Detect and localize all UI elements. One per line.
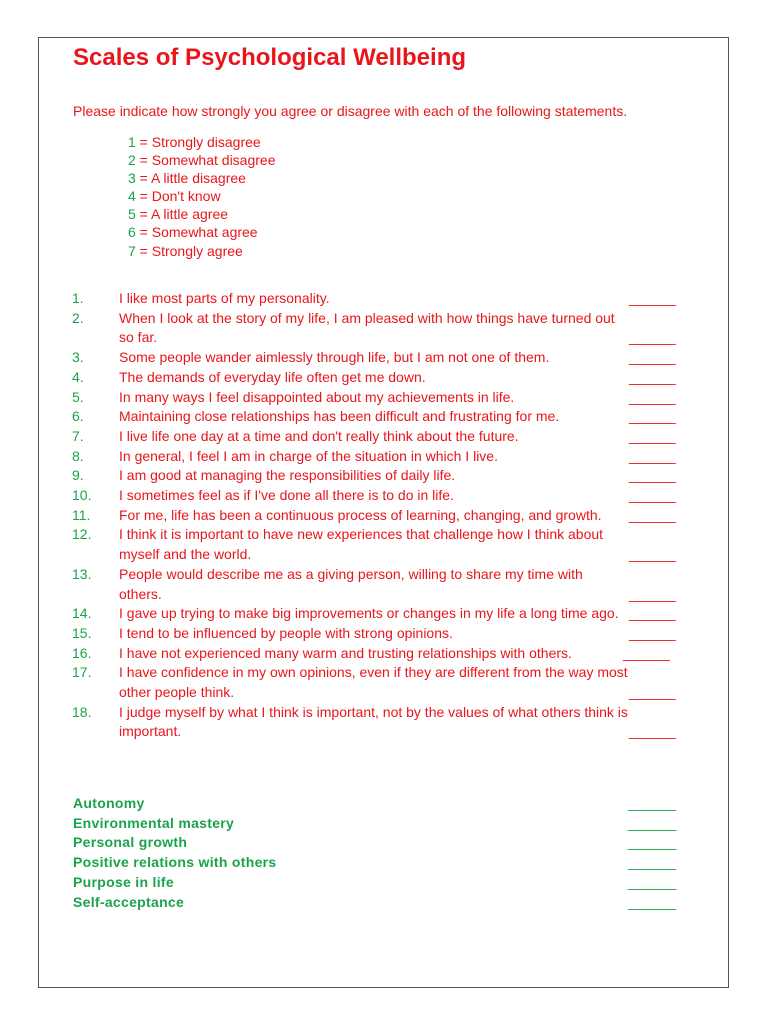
answer-blank[interactable]: ______: [629, 388, 676, 405]
statement-text: The demands of everyday life often get me down.: [119, 368, 426, 385]
statement-item: [72, 644, 692, 664]
scale-item: 2 = Somewhat disagree: [128, 152, 276, 169]
statement-item: [72, 506, 692, 526]
statement-item: [72, 289, 692, 309]
statement-item: [72, 348, 692, 368]
page-title: Scales of Psychological Wellbeing: [73, 44, 467, 71]
statement-item: [72, 368, 692, 388]
score-blank[interactable]: ______: [628, 814, 677, 831]
statement-item: [72, 407, 692, 427]
statement-number: 6.: [72, 408, 84, 425]
statement-item: [72, 486, 692, 506]
statement-text: For me, life has been a continuous process of learning, changing, and growth.: [119, 506, 602, 523]
statement-number: 10.: [72, 487, 92, 504]
scale-item: 4 = Don't know: [128, 188, 221, 205]
score-blank[interactable]: ______: [628, 893, 677, 910]
statement-item: [72, 388, 692, 408]
statement-text: People would describe me as a giving person, willing to share my time with others.: [119, 565, 583, 602]
statement-item: [72, 604, 692, 624]
answer-blank[interactable]: ______: [629, 368, 676, 385]
subscale-item: [73, 853, 685, 873]
answer-blank[interactable]: ______: [629, 349, 676, 366]
score-blank[interactable]: ______: [628, 795, 677, 811]
subscale-list: [73, 794, 685, 912]
subscale-label: Environmental mastery: [73, 814, 235, 831]
statement-number: 3.: [72, 349, 84, 366]
statement-number: 9.: [72, 467, 84, 484]
statement-text: I have not experienced many warm and trusting relationships with others.: [119, 644, 572, 661]
statement-text: I am good at managing the responsibilities of daily life.: [119, 467, 456, 484]
subscale-item: [73, 873, 685, 893]
answer-blank[interactable]: ______: [629, 467, 676, 484]
statement-text: I like most parts of my personality.: [119, 290, 330, 306]
statement-item: [72, 466, 692, 486]
statement-number: 4.: [72, 368, 84, 385]
statement-text: In many ways I feel disappointed about my achievements in life.: [119, 388, 515, 405]
subscale-item: [73, 794, 685, 814]
statement-text: I live life one day at a time and don't really think about the future.: [119, 427, 519, 444]
statement-number: 11.: [72, 506, 91, 523]
scale-item: 7 = Strongly agree: [128, 242, 243, 259]
answer-blank[interactable]: ______: [629, 408, 676, 425]
statement-number: 17.: [72, 664, 92, 681]
subscale-item: [73, 893, 685, 913]
answer-blank[interactable]: ______: [623, 644, 670, 661]
answer-blank[interactable]: ______: [629, 723, 676, 740]
answer-blank[interactable]: ______: [629, 427, 676, 444]
scale-item: 1 = Strongly disagree: [128, 134, 261, 150]
subscale-item: [73, 814, 685, 834]
answer-blank[interactable]: ______: [629, 585, 676, 602]
scale-item: 6 = Somewhat agree: [128, 224, 258, 241]
answer-blank[interactable]: ______: [629, 506, 676, 523]
statement-number: 18.: [72, 703, 92, 720]
score-blank[interactable]: ______: [628, 854, 677, 871]
statement-item: [72, 624, 692, 644]
subscale-label: Positive relations with others: [73, 854, 277, 871]
instructions: Please indicate how strongly you agree or disagree with each of the following statements.: [73, 103, 628, 119]
statement-text: I sometimes feel as if I've done all there is to do in life.: [119, 487, 454, 504]
statement-item: [72, 525, 692, 564]
statement-item: [72, 703, 692, 742]
statement-number: 14.: [72, 605, 92, 622]
answer-blank[interactable]: ______: [629, 447, 676, 464]
scale-item: 5 = A little agree: [128, 206, 229, 223]
subscale-label: Personal growth: [73, 834, 188, 851]
subscale-label: Self-acceptance: [73, 893, 185, 910]
score-blank[interactable]: ______: [628, 873, 677, 890]
subscale-item: [73, 833, 685, 853]
statement-item: [72, 663, 692, 702]
statement-text: Maintaining close relationships has been difficult and frustrating for me.: [119, 408, 560, 425]
statement-text: I judge myself by what I think is important, not by the values of what others think is important.: [119, 703, 628, 740]
statement-number: 13.: [72, 565, 92, 582]
statement-number: 2.: [72, 309, 84, 326]
statement-text: Some people wander aimlessly through life, but I am not one of them.: [119, 349, 550, 366]
statement-number: 1.: [72, 290, 84, 306]
statement-list: [72, 289, 692, 742]
statement-number: 12.: [72, 526, 92, 543]
statement-text: I think it is important to have new experiences that challenge how I think about myself and the world.: [119, 526, 604, 563]
statement-number: 15.: [72, 624, 92, 641]
statement-number: 5.: [72, 388, 84, 405]
rating-scale: [128, 133, 276, 260]
answer-blank[interactable]: ______: [629, 329, 676, 346]
scale-item: 3 = A little disagree: [128, 170, 246, 187]
statement-text: When I look at the story of my life, I am pleased with how things have turned out so far.: [119, 309, 615, 346]
statement-item: [72, 447, 692, 467]
subscale-label: Purpose in life: [73, 873, 174, 890]
subscale-label: Autonomy: [73, 795, 145, 811]
statement-number: 16.: [72, 644, 92, 661]
statement-item: [72, 309, 692, 348]
answer-blank[interactable]: ______: [629, 487, 676, 504]
statement-number: 8.: [72, 447, 84, 464]
statement-item: [72, 427, 692, 447]
statement-text: I have confidence in my own opinions, even if they are different from the way most other people think.: [119, 664, 628, 701]
answer-blank[interactable]: ______: [629, 290, 676, 306]
score-blank[interactable]: ______: [628, 834, 677, 851]
answer-blank[interactable]: ______: [629, 684, 676, 701]
statement-text: In general, I feel I am in charge of the situation in which I live.: [119, 447, 498, 464]
statement-text: I tend to be influenced by people with strong opinions.: [119, 624, 453, 641]
statement-item: [72, 565, 692, 604]
answer-blank[interactable]: ______: [629, 546, 676, 563]
statement-text: I gave up trying to make big improvements or changes in my life a long time ago.: [119, 605, 619, 622]
statement-number: 7.: [72, 427, 84, 444]
answer-blank[interactable]: ______: [629, 624, 676, 641]
answer-blank[interactable]: ______: [629, 605, 676, 622]
